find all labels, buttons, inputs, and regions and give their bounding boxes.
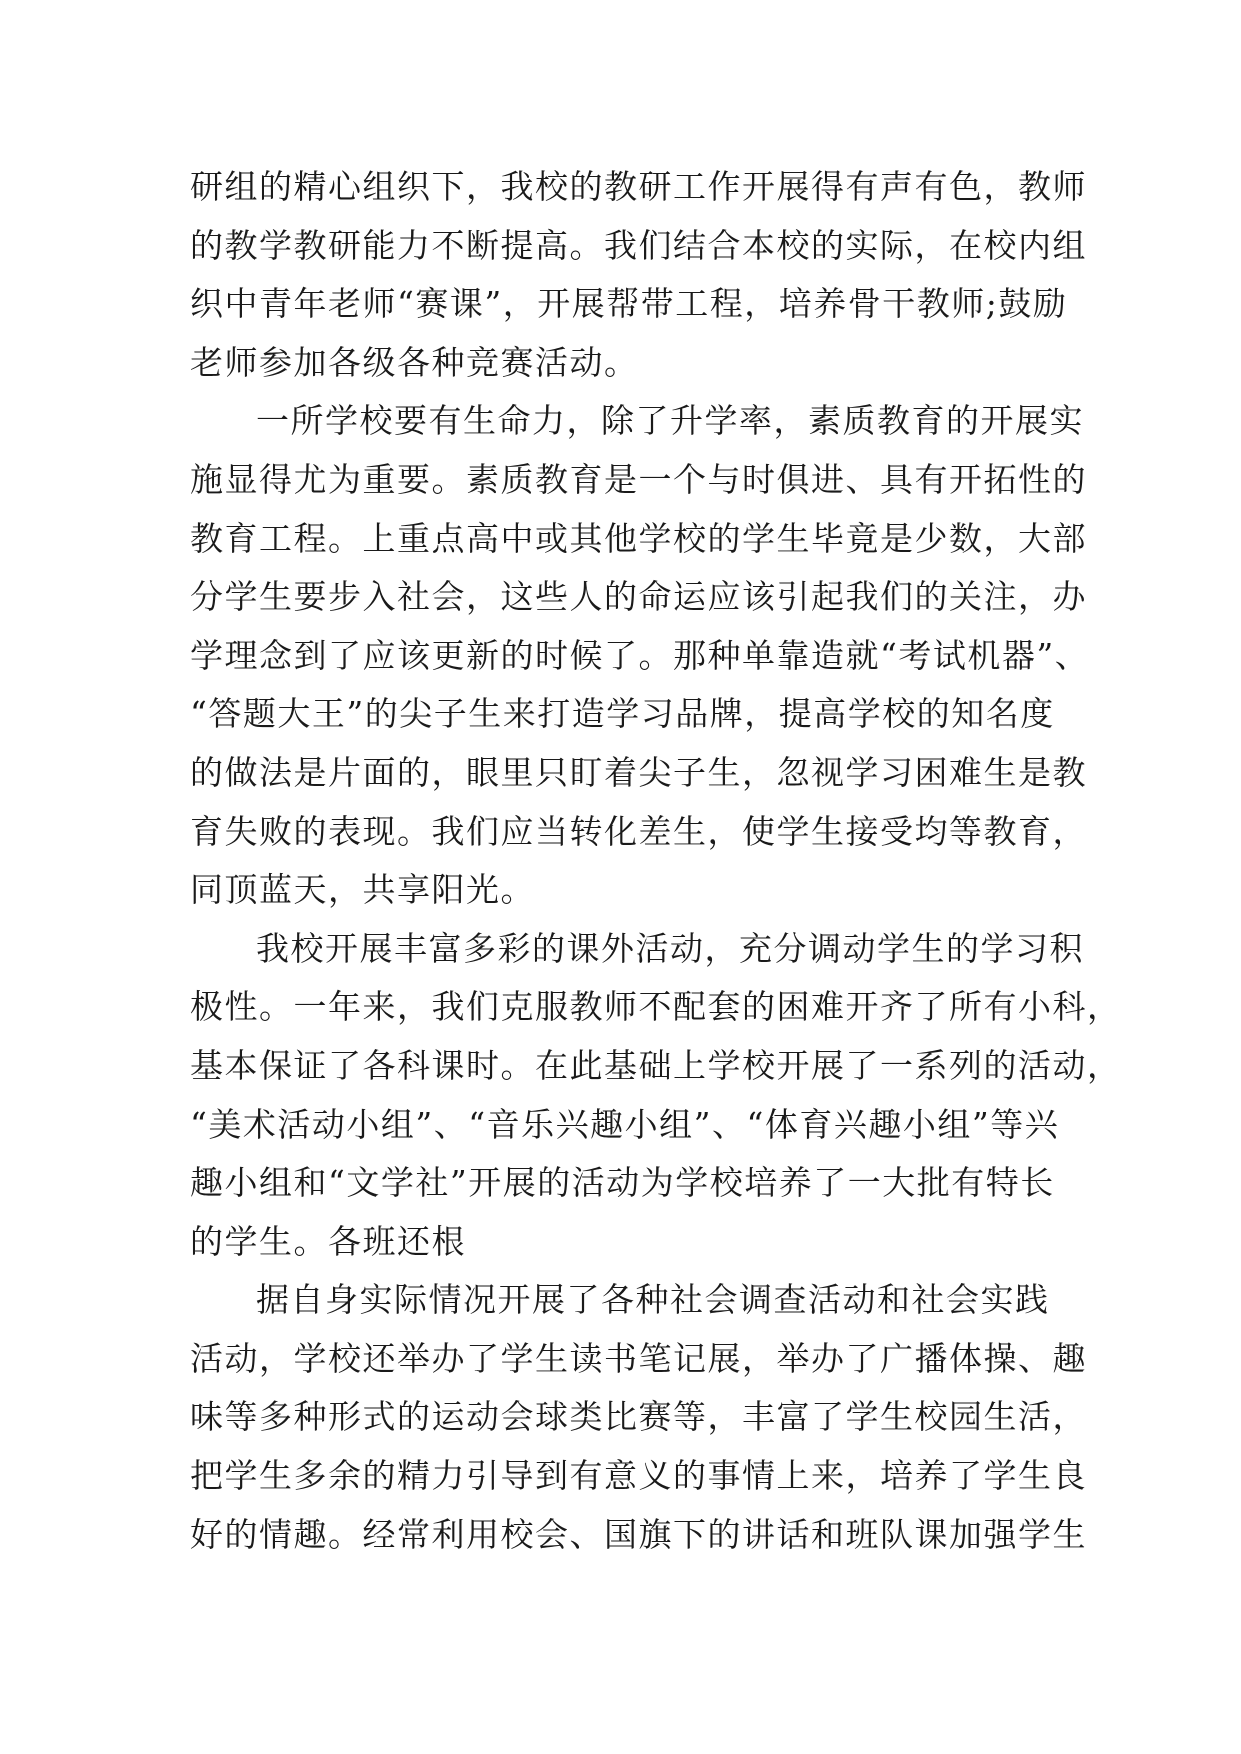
body-text bbox=[190, 158, 1122, 1564]
text-line: 活动，学校还举办了学生读书笔记展，举办了广播体操、趣 bbox=[190, 1338, 1087, 1378]
paragraph-first-line: 我校开展丰富多彩的课外活动，充分调动学生的学习积 bbox=[256, 928, 1084, 968]
paragraph-first-line: 据自身实际情况开展了各种社会调查活动和社会实践 bbox=[256, 1280, 1050, 1320]
text-line: 老师参加各级各种竞赛活动。 bbox=[190, 342, 639, 382]
text-line: 施显得尤为重要。素质教育是一个与时俱进、具有开拓性的 bbox=[190, 459, 1087, 499]
text-line: “答题大王”的尖子生来打造学习品牌，提高学校的知名度 bbox=[190, 694, 1055, 734]
text-line: 味等多种形式的运动会球类比赛等，丰富了学生校园生活， bbox=[190, 1397, 1087, 1437]
text-line: 趣小组和“文学社”开展的活动为学校培养了一大批有特长 bbox=[190, 1163, 1055, 1203]
text-line: 同顶蓝天，共享阳光。 bbox=[190, 870, 535, 910]
text-line: 的做法是片面的，眼里只盯着尖子生，忽视学习困难生是教 bbox=[190, 752, 1087, 792]
text-line: 的学生。各班还根 bbox=[190, 1221, 466, 1261]
text-line: 育失败的表现。我们应当转化差生，使学生接受均等教育， bbox=[190, 811, 1087, 851]
paragraph-first-line: 一所学校要有生命力，除了升学率，素质教育的开展实 bbox=[256, 401, 1084, 441]
text-line: 的教学教研能力不断提高。我们结合本校的实际，在校内组 bbox=[190, 225, 1087, 265]
text-line: 学理念到了应该更新的时候了。那种单靠造就“考试机器”、 bbox=[190, 635, 1090, 675]
text-line: 基本保证了各科课时。在此基础上学校开展了一系列的活动， bbox=[190, 1045, 1122, 1085]
text-line: 极性。一年来，我们克服教师不配套的困难开齐了所有小科， bbox=[190, 987, 1122, 1027]
text-line: 把学生多余的精力引导到有意义的事情上来，培养了学生良 bbox=[190, 1456, 1087, 1496]
text-line: “美术活动小组”、“音乐兴趣小组”、“体育兴趣小组”等兴 bbox=[190, 1104, 1060, 1144]
text-line: 研组的精心组织下，我校的教研工作开展得有声有色，教师 bbox=[190, 167, 1087, 206]
text-line: 织中青年老师“赛课”，开展帮带工程，培养骨干教师;鼓励 bbox=[190, 284, 1068, 324]
text-line: 好的情趣。经常利用校会、国旗下的讲话和班队课加强学生 bbox=[190, 1514, 1087, 1554]
text-line: 教育工程。上重点高中或其他学校的学生毕竟是少数，大部 bbox=[190, 518, 1087, 558]
text-line: 分学生要步入社会，这些人的命运应该引起我们的关注，办 bbox=[190, 577, 1087, 617]
